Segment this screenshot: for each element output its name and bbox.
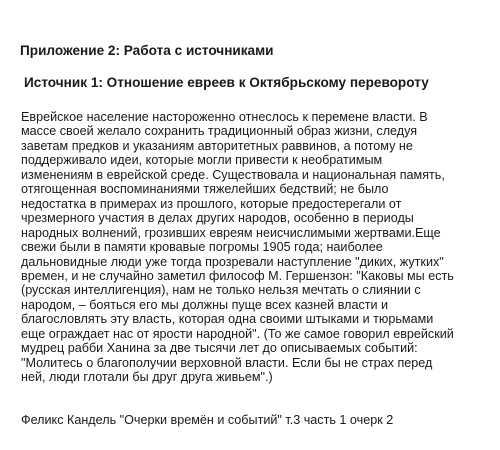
- body-line: еще ограждает нас от ярости народной". (То же самое говорил еврейский: [21, 326, 454, 341]
- body-line: недостатка в примерах из прошлого, которые предостерегали от: [21, 196, 402, 211]
- body-line: мудрец рабби Ханина за две тысячи лет до описываемых событий:: [21, 341, 418, 356]
- source-title: Источник 1: Отношение евреев к Октябрьскому перевороту: [24, 75, 429, 90]
- body-line: массе своей желало сохранить традиционный образ жизни, следуя: [21, 124, 418, 139]
- body-line: чрезмерного участия в делах других народов, особенно в периоды: [21, 211, 414, 226]
- body-line: народных волнений, грозивших евреям неисчислимыми жертвами.Еще: [21, 225, 441, 240]
- body-line: Еврейское население настороженно отнеслось к перемене власти. В: [21, 110, 428, 124]
- body-line: "Молитесь о благополучии верховной власти. Если бы не страх перед: [21, 355, 433, 370]
- body-line: заветам предков и указаниям авторитетных раввинов, а потому не: [21, 138, 413, 153]
- body-line: благословлять эту власть, которая одна своими штыками и тюрьмами: [21, 312, 434, 327]
- body-line: свежи были в памяти кровавые погромы 1905 года; наиболее: [21, 240, 383, 255]
- body-line: дальновидные люди уже тогда прозревали наступление "диких, жутких": [21, 254, 444, 269]
- body-line: отягощенная воспоминаниями тяжелейших бедствий; не было: [21, 182, 389, 197]
- body-line: изменениям в еврейской среде. Существовала и национальная память,: [21, 167, 445, 182]
- body-line: времен, и не случайно заметил философ М. Гершензон: "Каковы мы есть: [21, 268, 454, 283]
- body-line: народом, – бояться его мы должны пуще всех казней власти и: [21, 297, 389, 312]
- appendix-title: Приложение 2: Работа с источниками: [20, 43, 274, 58]
- source-citation: Феликс Кандель "Очерки времён и событий" т.3 часть 1 очерк 2: [21, 413, 394, 427]
- source-body-text: [21, 110, 486, 385]
- body-line: поддерживало идеи, которые могли привести к необратимым: [21, 153, 383, 168]
- body-line: ней, люди глотали бы друг друга живьем".): [21, 370, 273, 385]
- body-line: (русская интеллигенция), нам не только нельзя мечтать о слиянии с: [21, 283, 421, 298]
